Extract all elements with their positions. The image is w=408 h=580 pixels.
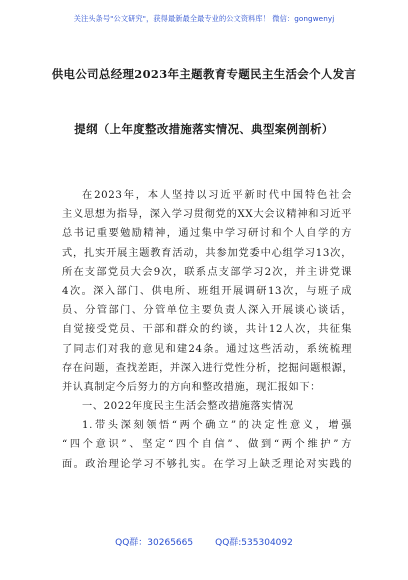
body-line: 了同志们对我的意见和建24条。通过这些活动，系统梳理 <box>62 343 352 355</box>
body-line: 4次。深入部门、供电所、班组开展调研13次，与班子成 <box>62 285 352 297</box>
document-title-line-2: 提纲（上年度整改措施落实情况、典型案例剖析） <box>74 122 334 136</box>
body-line: 面。政治理论学习不够扎实。在学习上缺乏理论对实践的 <box>62 458 352 470</box>
footer-contacts <box>0 535 408 548</box>
watermark-banner: 关注头条号"公文研究"，获得最新最全最专业的公文资料库！ 微信：gongwenyj <box>73 14 335 23</box>
body-line: 员、分管部门、分管单位主要负责人深入开展谈心谈话， <box>62 305 352 317</box>
section-heading: 一、2022年度民主生活会整改措施落实情况 <box>82 401 294 413</box>
body-line: 主义思想为指导，深入学习贯彻党的XX大会议精神和习近平 <box>62 209 352 221</box>
body-line: 并认真制定今后努力的方向和整改措施，现汇报如下： <box>62 381 321 393</box>
body-line: 式，扎实开展主题教育活动，共参加党委中心组学习13次， <box>62 247 352 259</box>
footer-qq-group-1: QQ群：30265665 <box>115 538 194 548</box>
body-line: “四个意识”、坚定“四个自信”、做到“两个维护”方 <box>62 439 352 451</box>
body-line: 所在支部党员大会9次，联系点支部学习2次，并主讲党课 <box>62 266 352 278</box>
body-line: 自觉接受党员、干部和群众的约谈，共计12人次，共征集 <box>62 324 352 336</box>
body-line: 存在问题，查找差距，并深入进行党性分析，挖掘问题根源， <box>62 362 354 374</box>
document-body <box>62 186 352 474</box>
document-title-line-1: 供电公司总经理2023年主题教育专题民主生活会个人发言 <box>51 67 357 81</box>
body-line: 在2023年，本人坚持以习近平新时代中国特色社会 <box>82 190 352 201</box>
footer-qq-group-2: QQ群:535304092 <box>215 538 293 548</box>
body-line: 总书记重要勉励精神，通过集中学习研讨和个人自学的方 <box>62 228 352 240</box>
body-line: 1.带头深刻领悟“两个确立”的决定性意义，增强 <box>82 420 352 432</box>
